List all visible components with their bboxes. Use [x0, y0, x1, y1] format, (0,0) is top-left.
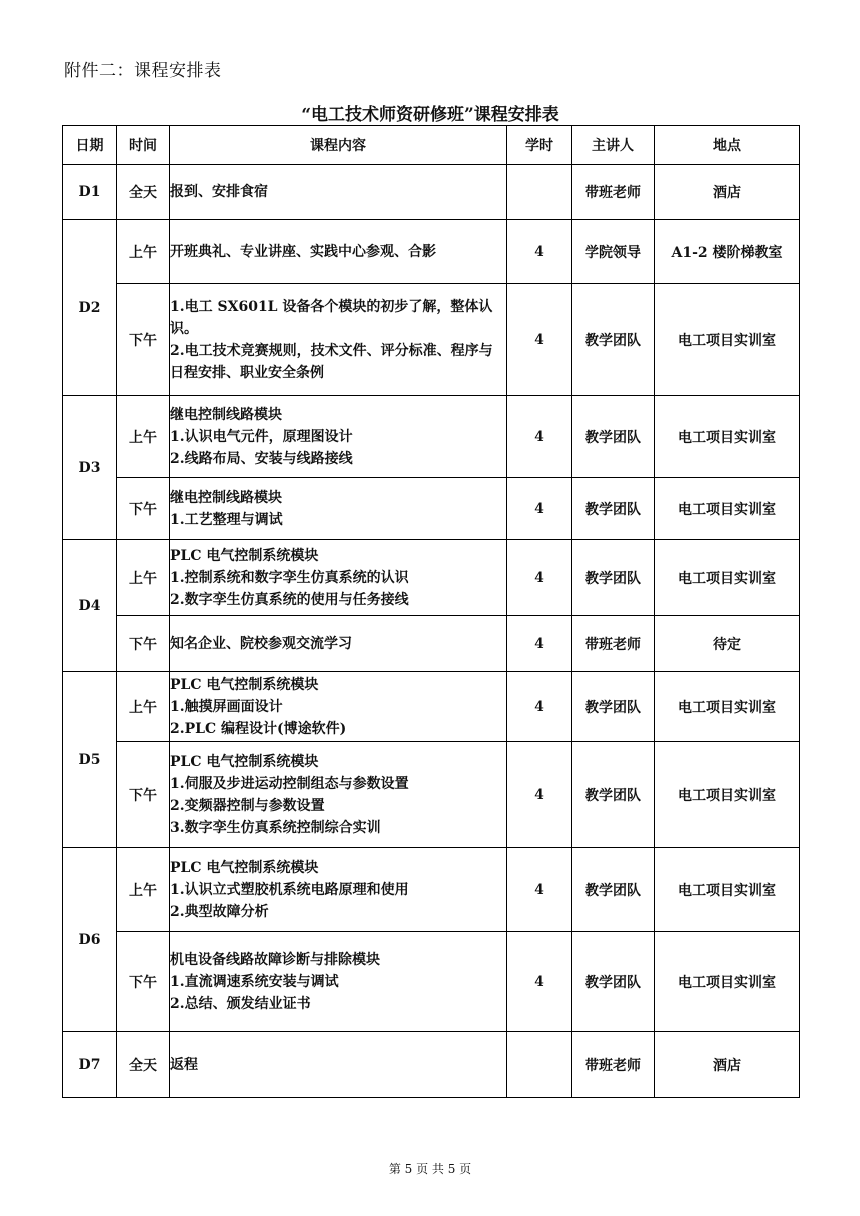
hours-cell: 4	[507, 220, 572, 284]
header-location: 地点	[655, 126, 800, 165]
hours-cell	[507, 1032, 572, 1098]
lecturer-cell: 教学团队	[572, 672, 655, 742]
lecturer-cell: 教学团队	[572, 742, 655, 848]
header-date: 日期	[63, 126, 117, 165]
content-line: 2.典型故障分析	[170, 903, 269, 920]
lecturer-cell: 教学团队	[572, 540, 655, 616]
attachment-label: 附件二：课程安排表	[64, 61, 222, 81]
time-cell: 下午	[117, 932, 170, 1032]
content-cell	[170, 284, 507, 396]
hours-cell: 4	[507, 396, 572, 478]
hours-cell: 4	[507, 848, 572, 932]
content-line: 返程	[170, 1056, 198, 1073]
content-line: 2.变频器控制与参数设置	[170, 797, 325, 814]
content-line: 继电控制线路模块	[170, 489, 282, 506]
content-line: 1.控制系统和数字孪生仿真系统的认识	[170, 569, 409, 586]
lecturer-cell: 带班老师	[572, 616, 655, 672]
day-cell: D3	[63, 396, 117, 540]
content-line: PLC 电气控制系统模块	[170, 547, 319, 564]
content-line: PLC 电气控制系统模块	[170, 859, 319, 876]
table-row	[63, 220, 800, 284]
time-cell: 下午	[117, 478, 170, 540]
location-cell: 电工项目实训室	[655, 848, 800, 932]
content-cell	[170, 540, 507, 616]
day-cell: D5	[63, 672, 117, 848]
content-cell	[170, 1032, 507, 1098]
location-cell: 酒店	[655, 165, 800, 220]
header-time: 时间	[117, 126, 170, 165]
content-cell	[170, 672, 507, 742]
table-row	[63, 1032, 800, 1098]
content-cell	[170, 396, 507, 478]
table-row	[63, 396, 800, 478]
location-cell: 电工项目实训室	[655, 932, 800, 1032]
day-cell: D7	[63, 1032, 117, 1098]
lecturer-cell: 教学团队	[572, 932, 655, 1032]
content-line: PLC 电气控制系统模块	[170, 753, 319, 770]
content-line: 机电设备线路故障诊断与排除模块	[170, 951, 380, 968]
lecturer-cell: 教学团队	[572, 848, 655, 932]
table-row	[63, 165, 800, 220]
time-cell: 下午	[117, 616, 170, 672]
content-line: 2.线路布局、安装与线路接线	[170, 450, 353, 467]
hours-cell	[507, 165, 572, 220]
course-schedule-table	[62, 125, 800, 1098]
location-cell: 待定	[655, 616, 800, 672]
time-cell: 上午	[117, 848, 170, 932]
time-cell: 上午	[117, 220, 170, 284]
content-line: 2.PLC 编程设计(博途软件)	[170, 720, 347, 737]
time-cell: 下午	[117, 284, 170, 396]
content-cell	[170, 165, 507, 220]
hours-cell: 4	[507, 478, 572, 540]
content-line: 1.触摸屏画面设计	[170, 698, 283, 715]
content-line: 报到、安排食宿	[170, 184, 268, 200]
table-row	[63, 478, 800, 540]
location-cell: 电工项目实训室	[655, 284, 800, 396]
hours-cell: 4	[507, 284, 572, 396]
table-row	[63, 672, 800, 742]
content-line: 1.认识电气元件，原理图设计	[170, 428, 353, 445]
content-cell	[170, 478, 507, 540]
content-line: 1.直流调速系统安装与调试	[170, 973, 339, 990]
hours-cell: 4	[507, 616, 572, 672]
lecturer-cell: 教学团队	[572, 478, 655, 540]
day-cell: D4	[63, 540, 117, 672]
time-cell: 上午	[117, 540, 170, 616]
content-line: 3.数字孪生仿真系统控制综合实训	[170, 819, 381, 836]
content-line: 2.数字孪生仿真系统的使用与任务接线	[170, 591, 409, 608]
lecturer-cell: 学院领导	[572, 220, 655, 284]
table-row	[63, 932, 800, 1032]
location-cell: 电工项目实训室	[655, 396, 800, 478]
hours-cell: 4	[507, 672, 572, 742]
content-line: 2.电工技术竞赛规则，技术文件、评分标准、程序与日程安排、职业安全条例	[170, 342, 493, 381]
lecturer-cell: 带班老师	[572, 165, 655, 220]
header-content: 课程内容	[170, 126, 507, 165]
day-cell: D2	[63, 220, 117, 396]
location-cell: 电工项目实训室	[655, 672, 800, 742]
content-cell	[170, 932, 507, 1032]
table-row	[63, 284, 800, 396]
content-cell	[170, 616, 507, 672]
lecturer-cell: 教学团队	[572, 396, 655, 478]
content-line: 知名企业、院校参观交流学习	[170, 635, 352, 652]
header-hours: 学时	[507, 126, 572, 165]
content-line: 开班典礼、专业讲座、实践中心参观、合影	[170, 243, 436, 260]
content-line: 1.伺服及步进运动控制组态与参数设置	[170, 775, 409, 792]
content-line: 1.电工 SX601L 设备各个模块的初步了解，整体认识。	[170, 298, 493, 337]
content-line: 继电控制线路模块	[170, 406, 282, 423]
location-cell: 酒店	[655, 1032, 800, 1098]
content-cell	[170, 220, 507, 284]
location-cell: 电工项目实训室	[655, 742, 800, 848]
time-cell: 下午	[117, 742, 170, 848]
content-line: PLC 电气控制系统模块	[170, 676, 319, 693]
lecturer-cell: 带班老师	[572, 1032, 655, 1098]
lecturer-cell: 教学团队	[572, 284, 655, 396]
content-line: 2.总结、颁发结业证书	[170, 995, 311, 1012]
header-row	[63, 126, 800, 165]
table-row	[63, 616, 800, 672]
table-row	[63, 848, 800, 932]
time-cell: 上午	[117, 396, 170, 478]
content-cell	[170, 848, 507, 932]
hours-cell: 4	[507, 932, 572, 1032]
schedule-body	[63, 165, 800, 1098]
content-line: 1.认识立式塑胶机系统电路原理和使用	[170, 881, 409, 898]
time-cell: 全天	[117, 165, 170, 220]
header-lecturer: 主讲人	[572, 126, 655, 165]
location-cell: 电工项目实训室	[655, 540, 800, 616]
location-cell: 电工项目实训室	[655, 478, 800, 540]
document-title: “电工技术师资研修班”课程安排表	[301, 105, 559, 125]
table-row	[63, 742, 800, 848]
time-cell: 上午	[117, 672, 170, 742]
page-footer: 第 5 页 共 5 页	[388, 1162, 472, 1176]
time-cell: 全天	[117, 1032, 170, 1098]
content-cell	[170, 742, 507, 848]
day-cell: D1	[63, 165, 117, 220]
location-cell: A1-2 楼阶梯教室	[655, 220, 800, 284]
hours-cell: 4	[507, 540, 572, 616]
content-line: 1.工艺整理与调试	[170, 511, 283, 528]
hours-cell: 4	[507, 742, 572, 848]
day-cell: D6	[63, 848, 117, 1032]
table-row	[63, 540, 800, 616]
